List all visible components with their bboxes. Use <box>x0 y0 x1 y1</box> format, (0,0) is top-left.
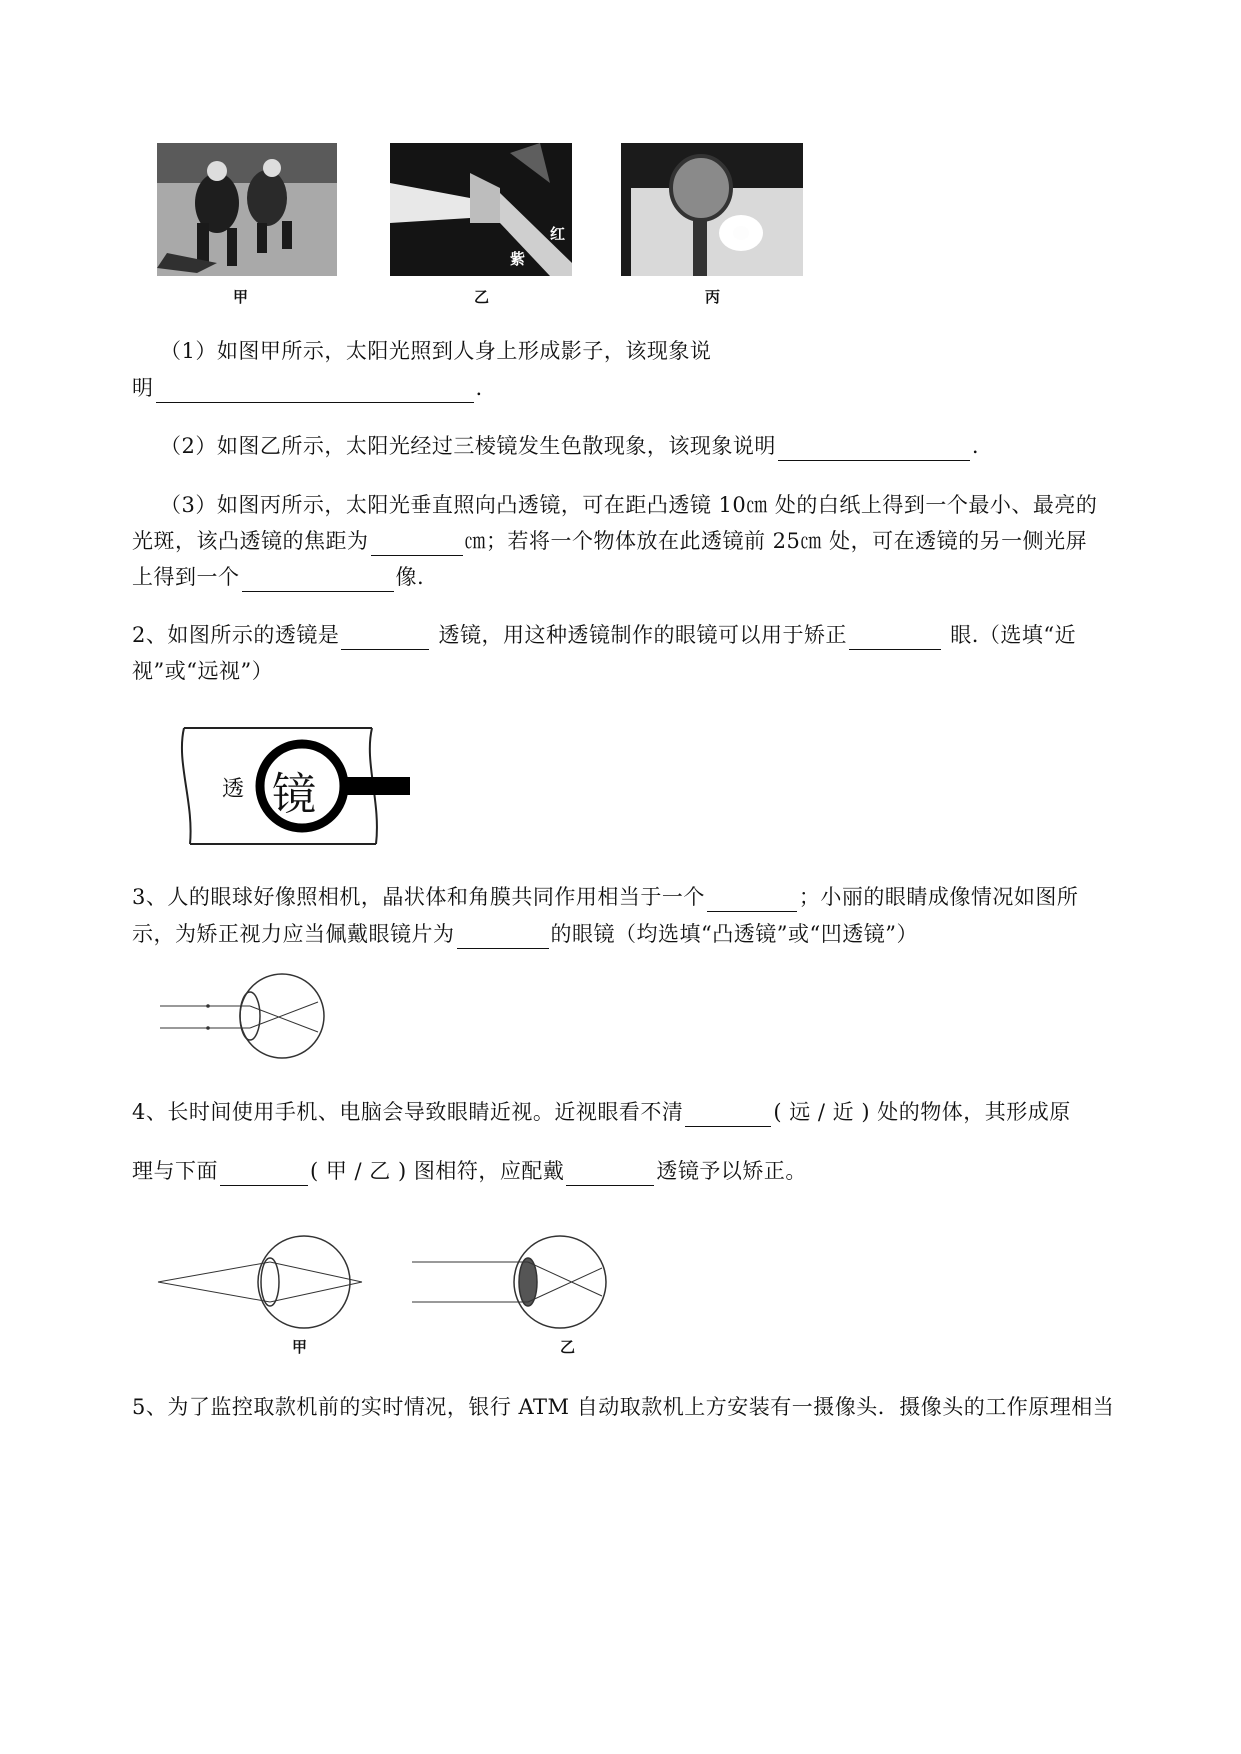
q3-text-d: 的眼镜（均选填“凸透镜”或“凹透镜”） <box>550 922 918 946</box>
photo-jia-shadow <box>157 143 337 276</box>
q4-text-a: 4、长时间使用手机、电脑会导致眼睛近视。近视眼看不清 <box>132 1100 684 1124</box>
q2-lens-figure <box>176 722 416 850</box>
q2-text-c: 眼.（选填“近 <box>943 623 1077 647</box>
q3-line2 <box>132 919 918 949</box>
q4-line1 <box>132 1097 1071 1127</box>
q2-eye-type-blank[interactable] <box>849 627 941 650</box>
q2-line2: 视”或“远视”） <box>132 659 274 683</box>
caption-jia: 甲 <box>233 288 249 306</box>
q2-lens-type-blank[interactable] <box>341 627 429 650</box>
q4-line2 <box>132 1156 807 1186</box>
q2-line1 <box>132 620 1076 650</box>
q4-caption-yi: 乙 <box>560 1338 576 1356</box>
q1-focal-length-blank[interactable] <box>371 533 463 556</box>
q1-part1-line1: （1）如图甲所示，太阳光照到人身上形成影子，该现象说 <box>160 339 712 363</box>
prism-label-violet: 紫 <box>510 250 526 268</box>
q1-part1-answer-blank[interactable] <box>156 380 474 403</box>
q3-line1 <box>132 882 1078 912</box>
q2-text-b: 透镜，用这种透镜制作的眼镜可以用于矫正 <box>431 623 848 647</box>
q1-part3-text-c: 上得到一个 <box>132 565 240 589</box>
q5-line1: 5、为了监控取款机前的实时情况，银行 ATM 自动取款机上方安装有一摄像头．摄像头的工作原理相当 <box>132 1395 1115 1419</box>
q1-part3-line1: （3）如图丙所示，太阳光垂直照向凸透镜，可在距凸透镜 10㎝ 处的白纸上得到一个最小、最亮的 <box>160 493 1098 517</box>
q3-lens-blank[interactable] <box>707 889 797 912</box>
q1-part2-text: （2）如图乙所示，太阳光经过三棱镜发生色散现象，该现象说明 <box>160 434 776 458</box>
q1-part3-line3 <box>132 562 424 592</box>
q4-text-d: ( 甲 / 乙 ) 图相符，应配戴 <box>310 1159 565 1183</box>
q3-text-a: 3、人的眼球好像照相机，晶状体和角膜共同作用相当于一个 <box>132 885 705 909</box>
q1-part2-line <box>160 431 979 461</box>
q4-eye-diagram-yi <box>410 1234 610 1334</box>
q2-figure-label-big: 镜 <box>272 769 316 820</box>
q4-eye-diagram-jia <box>156 1234 366 1330</box>
q1-part1-end: . <box>475 376 483 400</box>
q2-figure-label-small: 透 <box>222 777 245 802</box>
q4-text-e: 透镜予以矫正。 <box>656 1159 807 1183</box>
q3-eye-diagram <box>158 972 328 1062</box>
q1-part2-end: . <box>971 434 980 458</box>
q1-image-type-blank[interactable] <box>242 569 394 592</box>
caption-yi: 乙 <box>474 288 490 306</box>
q4-text-c: 理与下面 <box>132 1159 218 1183</box>
q1-part1-line2 <box>132 373 483 403</box>
q4-lens-blank[interactable] <box>566 1163 654 1186</box>
prism-label-red: 红 <box>550 225 566 243</box>
q4-text-b: ( 远 / 近 ) 处的物体，其形成原 <box>773 1100 1071 1124</box>
q1-part2-answer-blank[interactable] <box>778 438 970 461</box>
q3-text-c: 示，为矫正视力应当佩戴眼镜片为 <box>132 922 455 946</box>
caption-bing: 丙 <box>705 288 721 306</box>
q1-part3-end: 像. <box>395 565 425 589</box>
q1-part1-text: 明 <box>132 376 154 400</box>
q3-glasses-blank[interactable] <box>457 926 549 949</box>
q3-text-b: ；小丽的眼睛成像情况如图所 <box>798 885 1079 909</box>
q4-figure-blank[interactable] <box>220 1163 308 1186</box>
q1-part3-text-a: 光斑，该凸透镜的焦距为 <box>132 529 369 553</box>
q4-distance-blank[interactable] <box>685 1104 771 1127</box>
photo-bing-lens <box>621 143 803 276</box>
q4-caption-jia: 甲 <box>292 1338 308 1356</box>
photo-yi-prism <box>390 143 572 276</box>
q2-text-a: 2、如图所示的透镜是 <box>132 623 340 647</box>
q1-part3-text-b: ㎝；若将一个物体放在此透镜前 25㎝ 处，可在透镜的另一侧光屏 <box>464 529 1088 553</box>
q1-part3-line2 <box>132 526 1087 556</box>
